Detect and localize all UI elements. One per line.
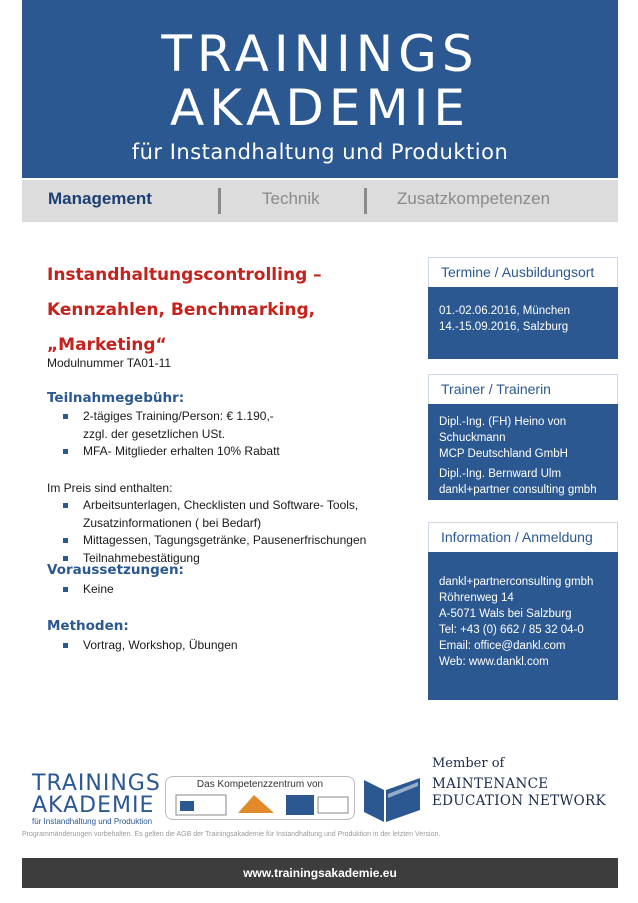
- fee-heading: Teilnahmegebühr:: [47, 390, 185, 406]
- bullet-icon: [63, 449, 68, 454]
- banner-title-line1: TRAININGS: [161, 25, 479, 83]
- tab-zusatzkompetenzen[interactable]: Zusatzkompetenzen: [397, 189, 551, 208]
- bullet-icon: [63, 503, 68, 508]
- member-of-label: Member of: [432, 756, 505, 771]
- contact-phone: Tel: +43 (0) 662 / 85 32 04-0: [439, 624, 584, 636]
- included-list: [63, 497, 366, 567]
- partner-logos-icon: [166, 777, 356, 821]
- list-item: 2-tägiges Training/Person: € 1.190,- zzgl. der gesetzlichen USt.: [63, 408, 280, 443]
- contact-line: dankl+partnerconsulting gmbh: [439, 576, 594, 588]
- requirements-heading: Voraussetzungen:: [47, 562, 184, 578]
- contact-web[interactable]: Web: www.dankl.com: [439, 656, 549, 668]
- list-item: Arbeitsunterlagen, Checklisten und Software- Tools, Zusatzinformationen ( bei Bedarf): [63, 497, 366, 532]
- fee-list: [63, 408, 280, 461]
- trainers-heading: Trainer / Trainerin: [428, 374, 618, 404]
- course-title: [47, 258, 377, 363]
- footer-logo-line2: AKADEMIE: [32, 793, 155, 818]
- kompetenzzentrum-box: [165, 776, 355, 820]
- list-item: MFA- Mitglieder erhalten 10% Rabatt: [63, 443, 280, 461]
- methods-heading: Methoden:: [47, 618, 129, 634]
- list-item: Vortrag, Workshop, Übungen: [63, 637, 238, 655]
- bullet-icon: [63, 414, 68, 419]
- footer-academy-logo: [32, 771, 161, 826]
- trainer-line: Dipl.-Ing. Bernward Ulm: [439, 468, 562, 480]
- tab-technik[interactable]: Technik: [262, 189, 320, 208]
- trainer-line: Dipl.-Ing. (FH) Heino von: [439, 416, 567, 428]
- date-line: 01.-02.06.2016, München: [439, 305, 571, 317]
- footer-logo-line1: TRAININGS: [32, 771, 161, 796]
- header-banner: [22, 0, 618, 178]
- tab-divider: [218, 188, 221, 214]
- course-title-line: Instandhaltungscontrolling –: [47, 265, 322, 285]
- requirements-list: [63, 581, 114, 599]
- category-tabs: [22, 180, 618, 222]
- contact-line: A-5071 Wals bei Salzburg: [439, 608, 572, 620]
- course-title-line: „Marketing“: [47, 335, 167, 355]
- footer-logo-line3: für Instandhaltung und Produktion: [32, 817, 153, 826]
- banner-title-line2: AKADEMIE: [170, 79, 470, 137]
- footer-bar: [22, 858, 618, 888]
- tab-divider: [364, 188, 367, 214]
- bullet-icon: [63, 643, 68, 648]
- bullet-icon: [63, 587, 68, 592]
- methods-list: [63, 637, 238, 655]
- tab-management[interactable]: Management: [48, 189, 152, 208]
- list-item: Teilnahmebestätigung: [63, 550, 366, 568]
- module-number: Modulnummer TA01-11: [47, 356, 172, 370]
- dates-heading: Termine / Ausbildungsort: [428, 257, 618, 287]
- website-link[interactable]: www.trainingsakademie.eu: [243, 866, 397, 880]
- banner-subtitle: für Instandhaltung und Produktion: [131, 140, 509, 164]
- disclaimer-text: Programmänderungen vorbehalten. Es gelten die AGB der Trainingsakademie für Instandhaltung und Produktion in der letzten Version.: [22, 831, 441, 838]
- contact-line: Röhrenweg 14: [439, 592, 514, 604]
- course-title-line: Kennzahlen, Benchmarking,: [47, 300, 316, 320]
- trainer-line: Schuckmann: [439, 432, 506, 444]
- trainer-line: MCP Deutschland GmbH: [439, 448, 568, 460]
- trainer-line: dankl+partner consulting gmbh: [439, 484, 597, 496]
- kompetenzzentrum-label: Das Kompetenzzentrum von: [196, 779, 324, 790]
- men-network-icon: [362, 776, 422, 826]
- list-item: Keine: [63, 581, 114, 599]
- contact-box: [428, 552, 618, 700]
- included-intro: Im Preis sind enthalten:: [47, 481, 173, 495]
- trainers-box: [428, 404, 618, 500]
- men-name: MAINTENANCE EDUCATION NETWORK: [432, 776, 606, 809]
- bullet-icon: [63, 556, 68, 561]
- contact-email[interactable]: Email: office@dankl.com: [439, 640, 566, 652]
- dates-box: [428, 287, 618, 359]
- list-item: Mittagessen, Tagungsgetränke, Pausenerfrischungen: [63, 532, 366, 550]
- bullet-icon: [63, 538, 68, 543]
- date-line: 14.-15.09.2016, Salzburg: [439, 321, 569, 333]
- contact-heading: Information / Anmeldung: [428, 522, 618, 552]
